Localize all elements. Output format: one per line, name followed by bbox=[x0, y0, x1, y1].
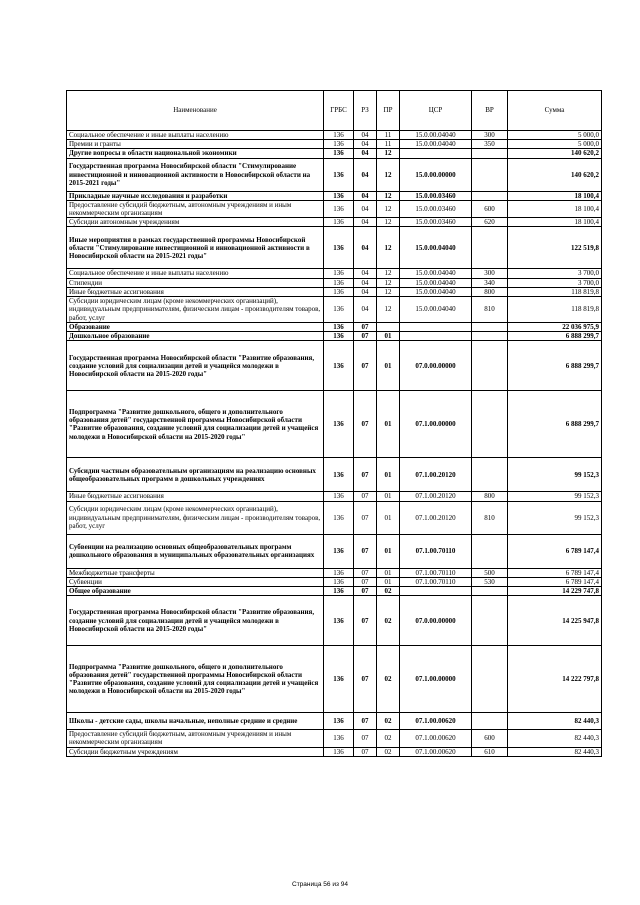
cell-csr bbox=[400, 587, 472, 596]
cell-csr: 07.0.00.00000 bbox=[400, 596, 472, 646]
cell-csr: 15.0.00.04040 bbox=[400, 278, 472, 287]
cell-vr bbox=[472, 227, 508, 269]
cell-rz: 07 bbox=[354, 577, 377, 586]
cell-vr: 810 bbox=[472, 297, 508, 323]
cell-rz: 07 bbox=[354, 713, 377, 730]
cell-csr: 07.1.00.70110 bbox=[400, 534, 472, 568]
cell-grbs: 136 bbox=[324, 323, 354, 332]
header-rz: РЗ bbox=[354, 91, 377, 131]
cell-pr: 02 bbox=[377, 596, 400, 646]
cell-rz: 04 bbox=[354, 191, 377, 200]
cell-rz: 07 bbox=[354, 323, 377, 332]
table-row bbox=[67, 200, 602, 217]
header-pr: ПР bbox=[377, 91, 400, 131]
cell-vr bbox=[472, 458, 508, 492]
table-row bbox=[67, 332, 602, 341]
cell-vr bbox=[472, 587, 508, 596]
cell-vr bbox=[472, 191, 508, 200]
cell-name: Предоставление субсидий бюджетным, автономным учреждениям и иным некоммерческим организациям bbox=[67, 200, 324, 217]
cell-pr: 12 bbox=[377, 269, 400, 278]
cell-pr bbox=[377, 323, 400, 332]
cell-vr: 530 bbox=[472, 577, 508, 586]
cell-csr: 07.1.00.70110 bbox=[400, 568, 472, 577]
table-row bbox=[67, 158, 602, 191]
cell-sum: 99 152,3 bbox=[508, 458, 602, 492]
cell-name: Другие вопросы в области национальной экономики bbox=[67, 149, 324, 158]
cell-pr: 12 bbox=[377, 191, 400, 200]
table-row bbox=[67, 323, 602, 332]
cell-vr: 500 bbox=[472, 568, 508, 577]
cell-grbs: 136 bbox=[324, 297, 354, 323]
cell-sum: 140 620,2 bbox=[508, 158, 602, 191]
cell-name: Социальное обеспечение и иные выплаты населению bbox=[67, 131, 324, 140]
cell-name: Межбюджетные трансферты bbox=[67, 568, 324, 577]
table-row bbox=[67, 501, 602, 534]
table-row bbox=[67, 297, 602, 323]
cell-pr: 02 bbox=[377, 713, 400, 730]
cell-csr: 15.0.00.04040 bbox=[400, 269, 472, 278]
cell-sum: 3 700,0 bbox=[508, 278, 602, 287]
cell-pr: 02 bbox=[377, 747, 400, 756]
cell-rz: 04 bbox=[354, 149, 377, 158]
cell-sum: 22 036 975,9 bbox=[508, 323, 602, 332]
cell-rz: 07 bbox=[354, 747, 377, 756]
table-row bbox=[67, 587, 602, 596]
cell-grbs: 136 bbox=[324, 332, 354, 341]
cell-name: Иные бюджетные ассигнования bbox=[67, 492, 324, 501]
cell-pr: 12 bbox=[377, 218, 400, 227]
cell-grbs: 136 bbox=[324, 391, 354, 458]
cell-name: Субвенции на реализацию основных общеобразовательных программ дошкольного образования в муниципальных образовательных организациях bbox=[67, 534, 324, 568]
cell-rz: 04 bbox=[354, 158, 377, 191]
cell-rz: 04 bbox=[354, 278, 377, 287]
cell-sum: 82 440,3 bbox=[508, 747, 602, 756]
cell-sum: 99 152,3 bbox=[508, 501, 602, 534]
cell-vr bbox=[472, 149, 508, 158]
table-row bbox=[67, 391, 602, 458]
header-name: Наименование bbox=[67, 91, 324, 131]
table-row bbox=[67, 713, 602, 730]
cell-pr: 01 bbox=[377, 492, 400, 501]
cell-vr bbox=[472, 341, 508, 391]
cell-sum: 18 100,4 bbox=[508, 218, 602, 227]
cell-vr: 610 bbox=[472, 747, 508, 756]
cell-csr: 15.0.00.03460 bbox=[400, 218, 472, 227]
cell-rz: 07 bbox=[354, 341, 377, 391]
cell-csr bbox=[400, 323, 472, 332]
cell-name: Субвенции bbox=[67, 577, 324, 586]
cell-grbs: 136 bbox=[324, 227, 354, 269]
cell-vr bbox=[472, 323, 508, 332]
cell-csr bbox=[400, 149, 472, 158]
table-row bbox=[67, 191, 602, 200]
table-row bbox=[67, 577, 602, 586]
table-row bbox=[67, 730, 602, 747]
cell-pr: 01 bbox=[377, 501, 400, 534]
cell-csr: 15.0.00.04040 bbox=[400, 140, 472, 149]
cell-grbs: 136 bbox=[324, 747, 354, 756]
cell-sum: 140 620,2 bbox=[508, 149, 602, 158]
cell-sum: 6 888 299,7 bbox=[508, 332, 602, 341]
cell-name: Государственная программа Новосибирской области "Стимулирование инвестиционной и инновационной активности в Новосибирской области на 2015-2021 годы" bbox=[67, 158, 324, 191]
cell-vr bbox=[472, 332, 508, 341]
header-vr: ВР bbox=[472, 91, 508, 131]
cell-pr: 01 bbox=[377, 341, 400, 391]
cell-pr: 01 bbox=[377, 332, 400, 341]
cell-sum: 18 100,4 bbox=[508, 200, 602, 217]
cell-vr: 810 bbox=[472, 501, 508, 534]
cell-name: Социальное обеспечение и иные выплаты населению bbox=[67, 269, 324, 278]
table-row bbox=[67, 458, 602, 492]
header-sum: Сумма bbox=[508, 91, 602, 131]
cell-sum: 122 519,8 bbox=[508, 227, 602, 269]
cell-csr: 07.1.00.00620 bbox=[400, 713, 472, 730]
cell-vr bbox=[472, 534, 508, 568]
cell-vr: 300 bbox=[472, 269, 508, 278]
cell-pr: 01 bbox=[377, 577, 400, 586]
cell-name: Подпрограмма "Развитие дошкольного, общего и дополнительного образования детей" государственной программы Новосибирской области "Развитие образования, создание условий для социализации детей и учащейся молодежи в Новосибирской области на 2015-2020 годы" bbox=[67, 646, 324, 713]
table-row bbox=[67, 287, 602, 296]
cell-grbs: 136 bbox=[324, 158, 354, 191]
cell-pr: 12 bbox=[377, 200, 400, 217]
cell-sum: 6 888 299,7 bbox=[508, 391, 602, 458]
cell-csr: 15.0.00.00000 bbox=[400, 158, 472, 191]
cell-sum: 82 440,3 bbox=[508, 730, 602, 747]
cell-rz: 04 bbox=[354, 131, 377, 140]
cell-pr: 12 bbox=[377, 297, 400, 323]
page-number: Страница 56 из 94 bbox=[292, 881, 348, 888]
cell-rz: 07 bbox=[354, 596, 377, 646]
cell-grbs: 136 bbox=[324, 534, 354, 568]
cell-csr: 15.0.00.04040 bbox=[400, 297, 472, 323]
table-row bbox=[67, 646, 602, 713]
cell-csr: 15.0.00.04040 bbox=[400, 131, 472, 140]
cell-pr: 12 bbox=[377, 287, 400, 296]
cell-pr: 01 bbox=[377, 458, 400, 492]
cell-grbs: 136 bbox=[324, 191, 354, 200]
cell-rz: 04 bbox=[354, 269, 377, 278]
cell-pr: 02 bbox=[377, 646, 400, 713]
header-grbs: ГРБС bbox=[324, 91, 354, 131]
cell-grbs: 136 bbox=[324, 140, 354, 149]
cell-rz: 07 bbox=[354, 332, 377, 341]
table-row bbox=[67, 227, 602, 269]
cell-sum: 99 152,3 bbox=[508, 492, 602, 501]
cell-grbs: 136 bbox=[324, 218, 354, 227]
cell-csr: 07.1.00.00620 bbox=[400, 747, 472, 756]
cell-vr: 600 bbox=[472, 730, 508, 747]
cell-rz: 07 bbox=[354, 646, 377, 713]
cell-csr: 07.1.00.00000 bbox=[400, 391, 472, 458]
cell-pr: 01 bbox=[377, 391, 400, 458]
cell-grbs: 136 bbox=[324, 341, 354, 391]
cell-sum: 82 440,3 bbox=[508, 713, 602, 730]
cell-csr: 15.0.00.03460 bbox=[400, 191, 472, 200]
cell-rz: 04 bbox=[354, 287, 377, 296]
cell-grbs: 136 bbox=[324, 200, 354, 217]
cell-vr: 800 bbox=[472, 287, 508, 296]
table-row bbox=[67, 278, 602, 287]
cell-vr bbox=[472, 391, 508, 458]
cell-name: Дошкольное образование bbox=[67, 332, 324, 341]
cell-rz: 07 bbox=[354, 458, 377, 492]
cell-sum: 6 789 147,4 bbox=[508, 534, 602, 568]
cell-pr: 02 bbox=[377, 587, 400, 596]
cell-pr: 12 bbox=[377, 158, 400, 191]
cell-pr: 11 bbox=[377, 140, 400, 149]
table-body bbox=[67, 131, 602, 757]
cell-sum: 6 888 299,7 bbox=[508, 341, 602, 391]
cell-grbs: 136 bbox=[324, 646, 354, 713]
cell-rz: 07 bbox=[354, 587, 377, 596]
cell-vr: 620 bbox=[472, 218, 508, 227]
cell-pr: 02 bbox=[377, 730, 400, 747]
cell-vr: 600 bbox=[472, 200, 508, 217]
cell-rz: 04 bbox=[354, 140, 377, 149]
cell-vr: 340 bbox=[472, 278, 508, 287]
cell-vr: 350 bbox=[472, 140, 508, 149]
cell-grbs: 136 bbox=[324, 568, 354, 577]
cell-grbs: 136 bbox=[324, 269, 354, 278]
cell-pr: 11 bbox=[377, 131, 400, 140]
table-row bbox=[67, 534, 602, 568]
cell-name: Образование bbox=[67, 323, 324, 332]
budget-page bbox=[66, 90, 601, 757]
cell-csr: 07.1.00.20120 bbox=[400, 492, 472, 501]
cell-rz: 04 bbox=[354, 227, 377, 269]
cell-rz: 07 bbox=[354, 730, 377, 747]
cell-grbs: 136 bbox=[324, 278, 354, 287]
cell-grbs: 136 bbox=[324, 149, 354, 158]
table-row bbox=[67, 140, 602, 149]
cell-sum: 14 229 747,8 bbox=[508, 587, 602, 596]
cell-rz: 07 bbox=[354, 501, 377, 534]
cell-grbs: 136 bbox=[324, 730, 354, 747]
cell-name: Подпрограмма "Развитие дошкольного, общего и дополнительного образования детей" государственной программы Новосибирской области "Развитие образования, создание условий для социализации детей и учащейся молодежи в Новосибирской области на 2015-2020 годы" bbox=[67, 391, 324, 458]
cell-vr bbox=[472, 158, 508, 191]
cell-csr: 07.1.00.70110 bbox=[400, 577, 472, 586]
cell-name: Прикладные научные исследования и разработки bbox=[67, 191, 324, 200]
cell-pr: 12 bbox=[377, 149, 400, 158]
cell-rz: 07 bbox=[354, 391, 377, 458]
cell-grbs: 136 bbox=[324, 287, 354, 296]
cell-name: Школы - детские сады, школы начальные, неполные средние и средние bbox=[67, 713, 324, 730]
cell-name: Субсидии юридическим лицам (кроме некоммерческих организаций), индивидуальным предпринимателям, физическим лицам - производителям товаров, работ, услуг bbox=[67, 501, 324, 534]
cell-sum: 118 819,8 bbox=[508, 287, 602, 296]
cell-csr: 07.0.00.00000 bbox=[400, 341, 472, 391]
cell-rz: 04 bbox=[354, 218, 377, 227]
cell-pr: 12 bbox=[377, 227, 400, 269]
table-row bbox=[67, 269, 602, 278]
cell-csr: 07.1.00.20120 bbox=[400, 458, 472, 492]
cell-name: Предоставление субсидий бюджетным, автономным учреждениям и иным некоммерческим организациям bbox=[67, 730, 324, 747]
table-row bbox=[67, 149, 602, 158]
cell-name: Субсидии бюджетным учреждениям bbox=[67, 747, 324, 756]
cell-csr bbox=[400, 332, 472, 341]
table-row bbox=[67, 131, 602, 140]
cell-sum: 6 789 147,4 bbox=[508, 577, 602, 586]
cell-pr: 01 bbox=[377, 534, 400, 568]
cell-sum: 5 000,0 bbox=[508, 140, 602, 149]
table-row bbox=[67, 218, 602, 227]
budget-table bbox=[66, 90, 602, 757]
cell-rz: 07 bbox=[354, 568, 377, 577]
cell-csr: 15.0.00.03460 bbox=[400, 200, 472, 217]
cell-name: Иные мероприятия в рамках государственной программы Новосибирской области "Стимулирование инвестиционной и инновационной активности в Новосибирской области на 2015-2021 годы" bbox=[67, 227, 324, 269]
cell-sum: 6 789 147,4 bbox=[508, 568, 602, 577]
cell-grbs: 136 bbox=[324, 713, 354, 730]
cell-vr bbox=[472, 713, 508, 730]
cell-sum: 14 222 797,8 bbox=[508, 646, 602, 713]
cell-name: Государственная программа Новосибирской области "Развитие образования, создание условий для социализации детей и учащейся молодежи в Новосибирской области на 2015-2020 годы" bbox=[67, 341, 324, 391]
cell-vr: 800 bbox=[472, 492, 508, 501]
header-csr: ЦСР bbox=[400, 91, 472, 131]
cell-csr: 15.0.00.04040 bbox=[400, 227, 472, 269]
cell-vr bbox=[472, 646, 508, 713]
cell-vr: 300 bbox=[472, 131, 508, 140]
cell-grbs: 136 bbox=[324, 458, 354, 492]
cell-name: Премии и гранты bbox=[67, 140, 324, 149]
table-row bbox=[67, 568, 602, 577]
table-row bbox=[67, 341, 602, 391]
cell-sum: 5 000,0 bbox=[508, 131, 602, 140]
cell-sum: 3 700,0 bbox=[508, 269, 602, 278]
table-header-row bbox=[67, 91, 602, 131]
cell-grbs: 136 bbox=[324, 596, 354, 646]
cell-name: Государственная программа Новосибирской области "Развитие образования, создание условий для социализации детей и учащейся молодежи в Новосибирской области на 2015-2020 годы" bbox=[67, 596, 324, 646]
cell-grbs: 136 bbox=[324, 492, 354, 501]
cell-name: Субсидии юридическим лицам (кроме некоммерческих организаций), индивидуальным предпринимателям, физическим лицам - производителям товаров, работ, услуг bbox=[67, 297, 324, 323]
cell-csr: 07.1.00.20120 bbox=[400, 501, 472, 534]
cell-pr: 12 bbox=[377, 278, 400, 287]
table-row bbox=[67, 747, 602, 756]
cell-vr bbox=[472, 596, 508, 646]
cell-name: Общее образование bbox=[67, 587, 324, 596]
cell-sum: 14 225 947,8 bbox=[508, 596, 602, 646]
cell-name: Иные бюджетные ассигнования bbox=[67, 287, 324, 296]
cell-grbs: 136 bbox=[324, 131, 354, 140]
cell-csr: 07.1.00.00000 bbox=[400, 646, 472, 713]
cell-rz: 04 bbox=[354, 297, 377, 323]
cell-name: Стипендии bbox=[67, 278, 324, 287]
cell-name: Субсидии автономным учреждениям bbox=[67, 218, 324, 227]
cell-grbs: 136 bbox=[324, 587, 354, 596]
cell-csr: 15.0.00.04040 bbox=[400, 287, 472, 296]
cell-pr: 01 bbox=[377, 568, 400, 577]
cell-grbs: 136 bbox=[324, 501, 354, 534]
cell-sum: 18 100,4 bbox=[508, 191, 602, 200]
cell-name: Субсидии частным образовательным организациям на реализацию основных общеобразовательных программ в дошкольных учреждениях bbox=[67, 458, 324, 492]
cell-sum: 118 819,8 bbox=[508, 297, 602, 323]
cell-csr: 07.1.00.00620 bbox=[400, 730, 472, 747]
cell-rz: 07 bbox=[354, 534, 377, 568]
cell-rz: 04 bbox=[354, 200, 377, 217]
cell-grbs: 136 bbox=[324, 577, 354, 586]
cell-rz: 07 bbox=[354, 492, 377, 501]
table-row bbox=[67, 596, 602, 646]
table-row bbox=[67, 492, 602, 501]
